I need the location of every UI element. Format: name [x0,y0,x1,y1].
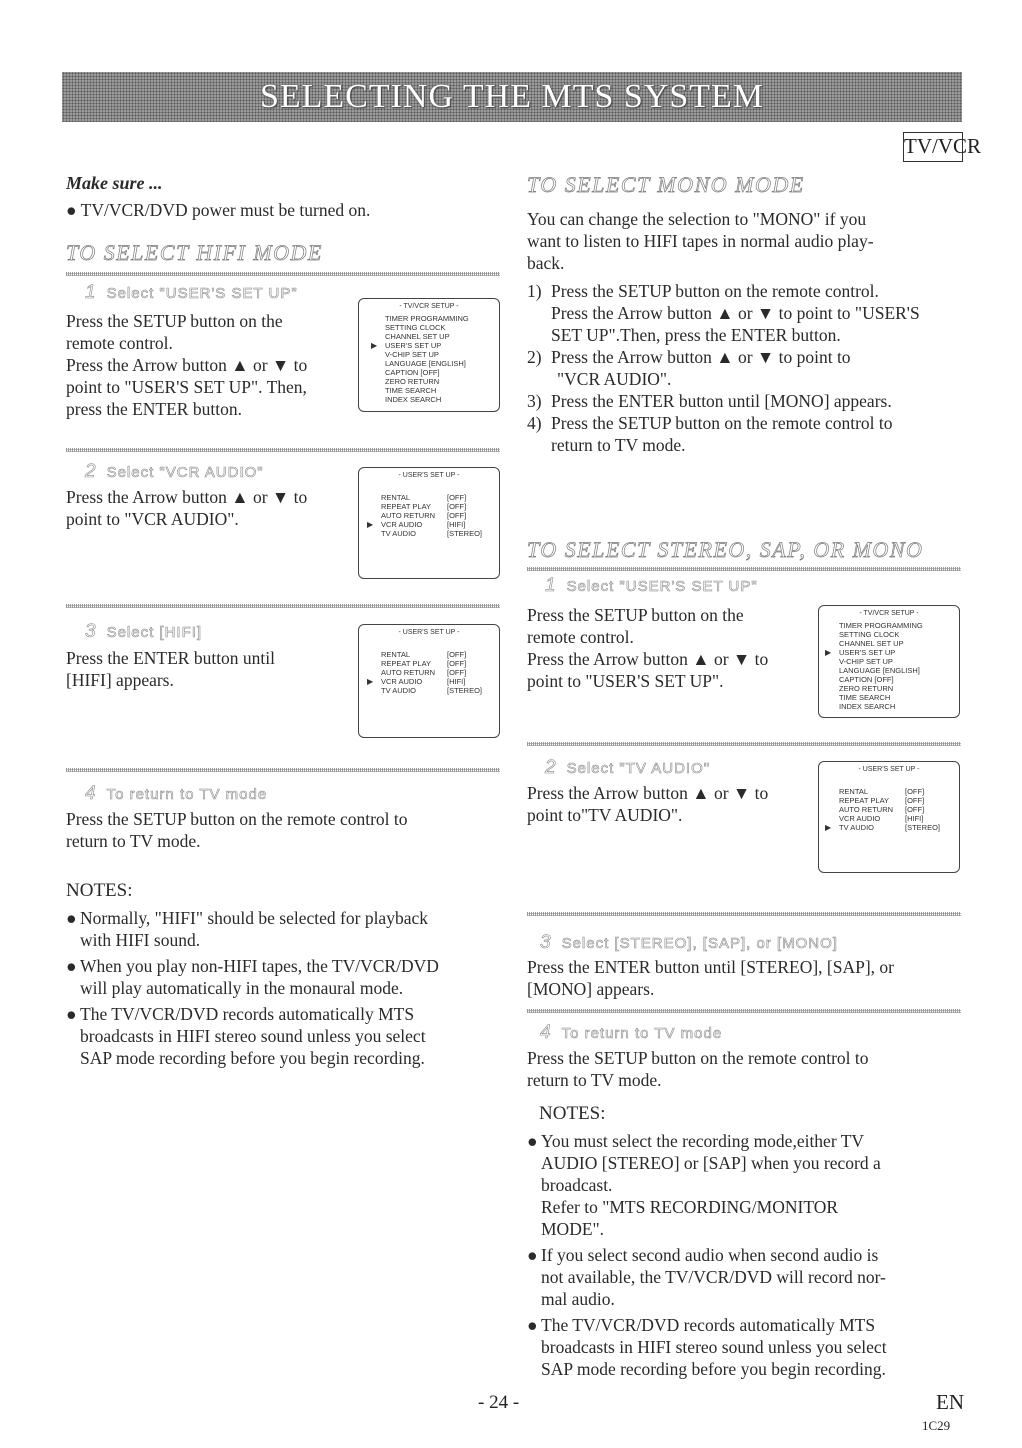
bullet-icon: ● [527,1315,538,1335]
note-item: ● If you select second audio when second audio is not available, the TV/VCR/DVD will record nor- mal audio. [527,1245,886,1309]
list-item: 4) Press the SETUP button on the remote control to return to TV mode. [527,413,893,455]
mono-intro: You can change the selection to "MONO" if you want to listen to HIFI tapes in normal audio play- back. [527,209,874,273]
right-step3-header: 3 Select [STEREO], [SAP], or [MONO] [540,932,838,953]
make-sure-item: ● TV/VCR/DVD power must be turned on. [66,200,371,220]
right-step4-header: 4 To return to TV mode [540,1022,723,1043]
hifi-heading: TO SELECT HIFI MODE [66,240,323,265]
setup-menu-screen: - TV/VCR SETUP - TIMER PROGRAMMING SETTING CLOCK CHANNEL SET UP ▶ USER'S SET UP V-CHIP SET UP LANGUAGE [ENGLISH] CAPTION [OFF] ZERO RETURN TIME SEARCH INDEX SEARCH [358,298,500,412]
notes-title: NOTES: [539,1103,606,1124]
mono-steps [527,280,967,456]
note-item: ● The TV/VCR/DVD records automatically MTS broadcasts in HIFI stereo sound unless you select SAP mode recording before you begin recording. [527,1315,887,1379]
note-item: ● The TV/VCR/DVD records automatically MTS broadcasts in HIFI stereo sound unless you select SAP mode recording before you begin recording. [66,1004,426,1068]
right-notes [527,1103,967,1380]
left-notes [66,880,506,1069]
left-step2-text: Press the Arrow button ▲ or ▼ to point to "VCR AUDIO". [66,487,308,529]
list-item: 1) Press the SETUP button on the remote control. Press the Arrow button ▲ or ▼ to point to "USER'S SET UP".Then, press the ENTER button. [527,281,920,345]
left-step3-header: 3 Select [HIFI] [85,621,203,642]
make-sure-title: Make sure ... [66,173,163,193]
right-step1-header: 1 Select "USER'S SET UP" [545,575,758,596]
page-title-banner [62,72,962,122]
left-step4-text: Press the SETUP button on the remote control to return to TV mode. [66,809,408,851]
right-step2-header: 2 Select "TV AUDIO" [545,757,711,778]
list-item: 3) Press the ENTER button until [MONO] appears. [527,391,892,411]
note-item: ● Normally, "HIFI" should be selected for playback with HIFI sound. [66,908,428,950]
cursor-icon: ▶ [367,520,374,529]
bullet-icon: ● [527,1131,538,1151]
left-step4-header: 4 To return to TV mode [85,783,268,804]
notes-title: NOTES: [66,880,133,901]
right-step1-text: Press the SETUP button on the remote control. Press the Arrow button ▲ or ▼ to point to "USER'S SET UP". [527,605,769,691]
mono-heading: TO SELECT MONO MODE [527,172,805,197]
divider [66,272,500,276]
divider [66,604,500,608]
setup-menu-screen: - TV/VCR SETUP - TIMER PROGRAMMING SETTING CLOCK CHANNEL SET UP ▶ USER'S SET UP V-CHIP SET UP LANGUAGE [ENGLISH] CAPTION [OFF] ZERO RETURN TIME SEARCH INDEX SEARCH [818,605,960,718]
user-setup-screen-tv: - USER'S SET UP - RENTAL [OFF] REPEAT PLAY [OFF] AUTO RETURN [OFF] VCR AUDIO [HIFI] ▶ TV AUDIO [STEREO] [818,761,960,873]
page-title: SELECTING THE MTS SYSTEM [259,78,765,115]
right-step4-text: Press the SETUP button on the remote control to return to TV mode. [527,1048,869,1090]
divider [66,448,500,452]
cursor-icon: ▶ [371,341,378,350]
note-item: ● When you play non-HIFI tapes, the TV/VCR/DVD will play automatically in the monaural mode. [66,956,439,998]
bullet-icon: ● [66,908,77,928]
bullet-icon: ● [66,1004,77,1024]
divider [527,912,961,916]
cursor-icon: ▶ [825,648,832,657]
note-item: ● You must select the recording mode,either TV AUDIO [STEREO] or [SAP] when you record a broadcast. Refer to "MTS RECORDING/MONITOR MODE". [527,1131,881,1239]
bullet-icon: ● [66,200,77,220]
make-sure-block [66,172,370,221]
list-item: 2) Press the Arrow button ▲ or ▼ to point to "VCR AUDIO". [527,347,851,389]
user-setup-screen-hifi: - USER'S SET UP - RENTAL [OFF] REPEAT PLAY [OFF] AUTO RETURN [OFF] ▶ VCR AUDIO [HIFI] TV AUDIO [STEREO] [358,624,500,738]
left-step2-header: 2 Select "VCR AUDIO" [85,461,264,482]
divider [66,768,500,772]
document-code: 1C29 [922,1418,951,1433]
divider [527,1009,961,1013]
cursor-icon: ▶ [825,823,832,832]
bullet-icon: ● [66,956,77,976]
mode-tag: TV/VCR [903,132,963,162]
stereo-heading: TO SELECT STEREO, SAP, OR MONO [527,537,924,562]
cursor-icon: ▶ [367,677,374,686]
divider [527,567,961,571]
left-step1-header: 1 Select "USER'S SET UP" [85,282,298,303]
divider [527,742,961,746]
right-step2-text: Press the Arrow button ▲ or ▼ to point to"TV AUDIO". [527,783,769,825]
left-step1-text: Press the SETUP button on the remote control. Press the Arrow button ▲ or ▼ to point to "USER'S SET UP". Then, press the ENTER button. [66,311,308,419]
right-step3-text: Press the ENTER button until [STEREO], [SAP], or [MONO] appears. [527,957,894,999]
bullet-icon: ● [527,1245,538,1265]
user-setup-screen-vcr: - USER'S SET UP - RENTAL [OFF] REPEAT PLAY [OFF] AUTO RETURN [OFF] ▶ VCR AUDIO [HIFI] TV AUDIO [STEREO] [358,467,500,579]
language-code: EN [936,1390,964,1414]
left-step3-text: Press the ENTER button until [HIFI] appears. [66,648,276,690]
page-number: - 24 - [478,1392,520,1413]
